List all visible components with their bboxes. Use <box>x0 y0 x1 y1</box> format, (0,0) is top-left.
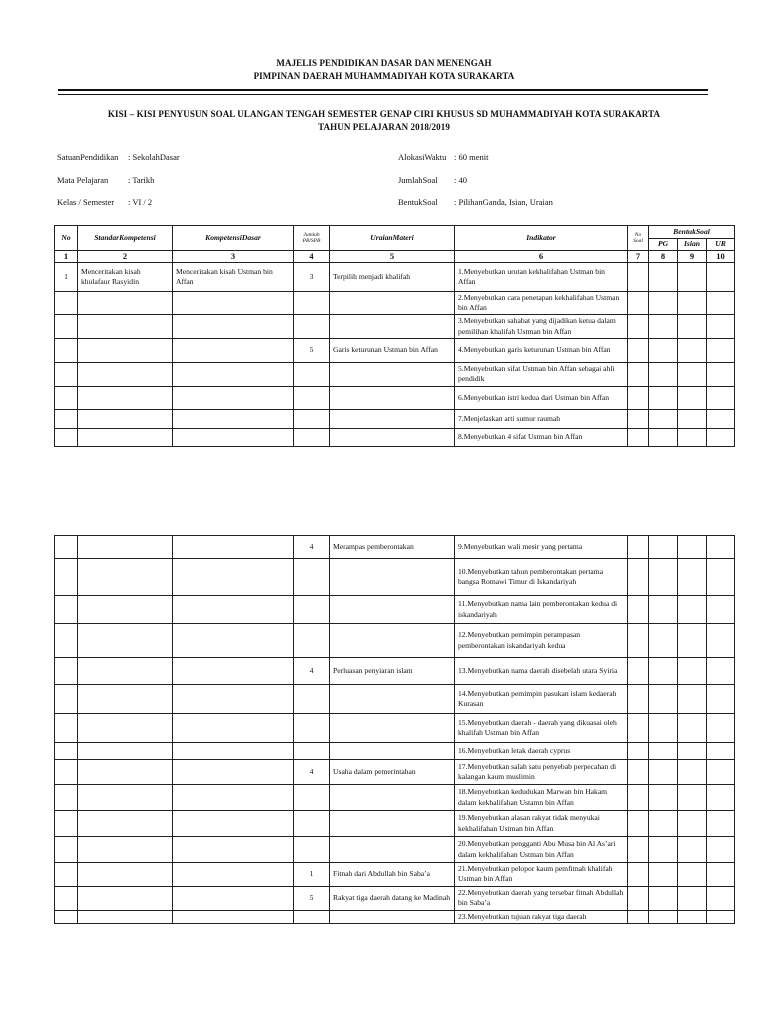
cell-pg <box>649 262 678 291</box>
cell-pg <box>649 910 678 923</box>
cell-isian <box>678 886 707 910</box>
header-line-2: PIMPINAN DAERAH MUHAMMADIYAH KOTA SURAKARTA <box>253 71 515 81</box>
cell-indikator: 9.Menyebutkan wali mesir yang pertama <box>455 536 628 559</box>
cell-indikator: 4.Menyebutkan garis keturunan Ustman bin Affan <box>455 338 628 362</box>
cell-indikator: 10.Menyebutkan tahun pemberontakan pertama bangsa Romawi Timur di Iskandariyah <box>455 559 628 596</box>
cell-standar-kompetensi <box>78 886 173 910</box>
cell-no-soal <box>628 262 649 291</box>
cell-uraian-materi: Rakyat tiga daerah datang ke Madinah <box>330 886 455 910</box>
cell-jumlah: 1 <box>294 863 330 887</box>
cell-no <box>55 811 78 837</box>
cell-isian <box>678 409 707 428</box>
cell-indikator: 20.Menyebutkan pengganti Abu Musa bin Al As’ari dalam kekhalifahan Ustman bin Affan <box>455 837 628 863</box>
cell-pg <box>649 536 678 559</box>
col-number: 7 <box>628 250 649 262</box>
cell-ur <box>707 785 735 811</box>
document-year: TAHUN PELAJARAN 2018/2019 <box>318 122 450 132</box>
table-row <box>55 714 735 743</box>
cell-standar-kompetensi <box>78 760 173 785</box>
cell-kompetensi-dasar <box>173 624 294 658</box>
cell-isian <box>678 785 707 811</box>
cell-kompetensi-dasar <box>173 338 294 362</box>
cell-uraian-materi <box>330 685 455 714</box>
cell-kompetensi-dasar <box>173 837 294 863</box>
table-row <box>55 596 735 624</box>
cell-kompetensi-dasar <box>173 315 294 339</box>
cell-no-soal <box>628 315 649 339</box>
table-row <box>55 428 735 446</box>
cell-standar-kompetensi <box>78 409 173 428</box>
cell-kompetensi-dasar <box>173 714 294 743</box>
cell-kompetensi-dasar <box>173 596 294 624</box>
cell-kompetensi-dasar <box>173 386 294 409</box>
cell-no <box>55 338 78 362</box>
cell-no-soal <box>628 559 649 596</box>
table-row <box>55 910 735 923</box>
cell-pg <box>649 559 678 596</box>
cell-indikator: 22.Menyebutkan daerah yang tersebar fitnah Abdullah bin Saba’a <box>455 886 628 910</box>
cell-ur <box>707 386 735 409</box>
cell-kompetensi-dasar <box>173 886 294 910</box>
col-number: 3 <box>173 250 294 262</box>
cell-standar-kompetensi <box>78 743 173 760</box>
cell-jumlah <box>294 811 330 837</box>
cell-ur <box>707 536 735 559</box>
cell-no-soal <box>628 685 649 714</box>
cell-isian <box>678 760 707 785</box>
cell-jumlah <box>294 315 330 339</box>
col-no-soal: No Soal <box>628 226 649 251</box>
cell-isian <box>678 291 707 315</box>
cell-indikator: 15.Menyebutkan daerah - daerah yang dikuasai oleh khalifah Ustman bin Affan <box>455 714 628 743</box>
cell-indikator: 12.Menyebutkan pemimpin perampasan pemberontakan iskandariyah kedua <box>455 624 628 658</box>
cell-jumlah <box>294 428 330 446</box>
cell-jumlah <box>294 409 330 428</box>
table-row <box>55 362 735 386</box>
cell-no-soal <box>628 624 649 658</box>
cell-pg <box>649 886 678 910</box>
cell-standar-kompetensi <box>78 837 173 863</box>
cell-ur <box>707 409 735 428</box>
cell-indikator: 5.Menyebutkan sifat Ustman bin Affan sebagai ahli pendidik <box>455 362 628 386</box>
kisi-table-page1 <box>54 225 735 447</box>
cell-pg <box>649 409 678 428</box>
cell-jumlah <box>294 559 330 596</box>
cell-uraian-materi <box>330 559 455 596</box>
cell-uraian-materi <box>330 596 455 624</box>
cell-ur <box>707 338 735 362</box>
cell-standar-kompetensi <box>78 362 173 386</box>
col-number: 6 <box>455 250 628 262</box>
cell-indikator: 1.Menyebutkan urutan kekhalifahan Ustman bin Affan <box>455 262 628 291</box>
cell-ur <box>707 837 735 863</box>
cell-isian <box>678 863 707 887</box>
meta-alokasi: AlokasiWaktu : 60 menit <box>398 152 489 162</box>
table-row <box>55 760 735 785</box>
cell-no <box>55 863 78 887</box>
col-indikator: Indikator <box>455 226 628 251</box>
cell-no-soal <box>628 743 649 760</box>
cell-isian <box>678 837 707 863</box>
cell-isian <box>678 811 707 837</box>
cell-jumlah <box>294 596 330 624</box>
cell-uraian-materi: Usaha dalam pemerintahan <box>330 760 455 785</box>
table-row <box>55 291 735 315</box>
table-row <box>55 743 735 760</box>
cell-standar-kompetensi <box>78 811 173 837</box>
cell-pg <box>649 596 678 624</box>
col-number: 2 <box>78 250 173 262</box>
cell-no-soal <box>628 362 649 386</box>
cell-jumlah: 3 <box>294 262 330 291</box>
cell-pg <box>649 338 678 362</box>
cell-no <box>55 559 78 596</box>
col-number: 1 <box>55 250 78 262</box>
cell-uraian-materi <box>330 291 455 315</box>
cell-pg <box>649 863 678 887</box>
cell-no <box>55 409 78 428</box>
cell-standar-kompetensi <box>78 428 173 446</box>
cell-no <box>55 658 78 685</box>
cell-standar-kompetensi <box>78 596 173 624</box>
cell-kompetensi-dasar <box>173 428 294 446</box>
cell-indikator: 19.Menyebutkan alasan rakyat tidak menyukai kekhalifahan Ustman bin Affan <box>455 811 628 837</box>
cell-no <box>55 785 78 811</box>
cell-no <box>55 291 78 315</box>
cell-jumlah <box>294 714 330 743</box>
col-standar-kompetensi: StandarKompetensi <box>78 226 173 251</box>
cell-pg <box>649 624 678 658</box>
cell-jumlah <box>294 837 330 863</box>
col-pg: PG <box>649 239 678 250</box>
cell-no-soal <box>628 536 649 559</box>
cell-no <box>55 886 78 910</box>
cell-indikator: 13.Menyebutkan nama daerah disebelah utara Syiria <box>455 658 628 685</box>
cell-jumlah: 4 <box>294 536 330 559</box>
cell-pg <box>649 743 678 760</box>
cell-isian <box>678 262 707 291</box>
cell-no <box>55 536 78 559</box>
cell-ur <box>707 886 735 910</box>
cell-isian <box>678 362 707 386</box>
cell-indikator: 8.Menyebutkan 4 sifat Ustman bin Affan <box>455 428 628 446</box>
cell-jumlah <box>294 785 330 811</box>
cell-indikator: 21.Menyebutkan pelopor kaum pemfitnah khalifah Ustman bin Affan <box>455 863 628 887</box>
cell-jumlah: 5 <box>294 338 330 362</box>
cell-ur <box>707 658 735 685</box>
cell-uraian-materi: Garis keturunan Ustman bin Affan <box>330 338 455 362</box>
cell-standar-kompetensi <box>78 338 173 362</box>
kisi-table-page2 <box>54 535 735 924</box>
cell-uraian-materi <box>330 362 455 386</box>
cell-isian <box>678 743 707 760</box>
cell-no-soal <box>628 910 649 923</box>
cell-no-soal <box>628 386 649 409</box>
cell-ur <box>707 596 735 624</box>
cell-no <box>55 386 78 409</box>
cell-no <box>55 315 78 339</box>
cell-uraian-materi <box>330 428 455 446</box>
cell-no-soal <box>628 658 649 685</box>
cell-no-soal <box>628 863 649 887</box>
cell-isian <box>678 624 707 658</box>
cell-uraian-materi: Fitnah dari Abdullah bin Saba’a <box>330 863 455 887</box>
cell-ur <box>707 863 735 887</box>
cell-isian <box>678 428 707 446</box>
meta-bentuk: BentukSoal : PilihanGanda, Isian, Uraian <box>398 197 553 207</box>
cell-standar-kompetensi <box>78 685 173 714</box>
table-row <box>55 811 735 837</box>
cell-pg <box>649 714 678 743</box>
cell-kompetensi-dasar <box>173 785 294 811</box>
cell-no-soal <box>628 291 649 315</box>
document-title: KISI – KISI PENYUSUN SOAL ULANGAN TENGAH SEMESTER GENAP CIRI KHUSUS SD MUHAMMADIYAH KOTA SURAKARTA <box>107 109 661 119</box>
cell-ur <box>707 262 735 291</box>
cell-kompetensi-dasar <box>173 811 294 837</box>
cell-no: 1 <box>55 262 78 291</box>
meta-satuan: SatuanPendidikan : SekolahDasar <box>57 152 180 162</box>
cell-kompetensi-dasar <box>173 863 294 887</box>
cell-no-soal <box>628 428 649 446</box>
cell-kompetensi-dasar <box>173 658 294 685</box>
cell-indikator: 23.Menyebutkan tujuan rakyat tiga daerah <box>455 910 628 923</box>
col-number: 5 <box>330 250 455 262</box>
cell-no <box>55 760 78 785</box>
cell-no <box>55 743 78 760</box>
cell-jumlah <box>294 386 330 409</box>
cell-jumlah: 4 <box>294 658 330 685</box>
cell-jumlah <box>294 910 330 923</box>
cell-kompetensi-dasar <box>173 760 294 785</box>
cell-ur <box>707 685 735 714</box>
col-number: 8 <box>649 250 678 262</box>
cell-indikator: 7.Menjelaskan arti sumur raumah <box>455 409 628 428</box>
cell-no <box>55 362 78 386</box>
cell-ur <box>707 362 735 386</box>
table-row <box>55 338 735 362</box>
table-row <box>55 863 735 887</box>
cell-pg <box>649 291 678 315</box>
cell-ur <box>707 315 735 339</box>
cell-jumlah <box>294 291 330 315</box>
cell-ur <box>707 624 735 658</box>
cell-indikator: 18.Menyebutkan kedudukan Marwan bin Hakam dalam kekhalifahan Ustamn bin Affan <box>455 785 628 811</box>
cell-standar-kompetensi <box>78 863 173 887</box>
cell-indikator: 11.Menyebutkan nama lain pemberontakan kedua di iskandariyah <box>455 596 628 624</box>
cell-pg <box>649 428 678 446</box>
cell-isian <box>678 386 707 409</box>
cell-uraian-materi: Terpilih menjadi khalifah <box>330 262 455 291</box>
cell-jumlah: 5 <box>294 886 330 910</box>
cell-no <box>55 714 78 743</box>
cell-standar-kompetensi <box>78 658 173 685</box>
header-line-1: MAJELIS PENDIDIKAN DASAR DAN MENENGAH <box>276 58 492 68</box>
cell-uraian-materi <box>330 837 455 863</box>
cell-ur <box>707 559 735 596</box>
cell-standar-kompetensi <box>78 315 173 339</box>
col-number: 4 <box>294 250 330 262</box>
cell-no <box>55 910 78 923</box>
cell-uraian-materi <box>330 624 455 658</box>
cell-isian <box>678 685 707 714</box>
cell-ur <box>707 428 735 446</box>
cell-no <box>55 837 78 863</box>
cell-jumlah <box>294 685 330 714</box>
cell-standar-kompetensi <box>78 291 173 315</box>
col-number: 9 <box>678 250 707 262</box>
cell-pg <box>649 785 678 811</box>
cell-kompetensi-dasar <box>173 910 294 923</box>
cell-no <box>55 596 78 624</box>
cell-indikator: 6.Menyebutkan istri kedua dari Ustman bin Affan <box>455 386 628 409</box>
cell-isian <box>678 910 707 923</box>
cell-no-soal <box>628 596 649 624</box>
table-row <box>55 536 735 559</box>
col-jumlah: Jumlah PB/SPB <box>294 226 330 251</box>
col-bentuk-soal: BentukSoal <box>649 226 735 239</box>
col-no: No <box>55 226 78 251</box>
cell-standar-kompetensi <box>78 714 173 743</box>
table-row <box>55 409 735 428</box>
cell-standar-kompetensi <box>78 624 173 658</box>
cell-no-soal <box>628 886 649 910</box>
cell-isian <box>678 315 707 339</box>
cell-no-soal <box>628 837 649 863</box>
cell-pg <box>649 811 678 837</box>
cell-indikator: 3.Menyebutkan sahabat yang dijadikan ketua dalam pemilihan khalifah Ustman bin Affan <box>455 315 628 339</box>
cell-kompetensi-dasar <box>173 685 294 714</box>
header-rule-thick <box>58 89 708 91</box>
cell-indikator: 14.Menyebutkan pemimpin pasukan islam kedaerah Kurasan <box>455 685 628 714</box>
cell-standar-kompetensi <box>78 536 173 559</box>
cell-no-soal <box>628 760 649 785</box>
cell-isian <box>678 658 707 685</box>
cell-indikator: 2.Menyebutkan cara penetapan kekhalifahan Ustman bin Affan <box>455 291 628 315</box>
table-row <box>55 886 735 910</box>
cell-kompetensi-dasar: Menceritakan kisah Ustman bin Affan <box>173 262 294 291</box>
cell-pg <box>649 837 678 863</box>
cell-ur <box>707 910 735 923</box>
cell-ur <box>707 811 735 837</box>
cell-ur <box>707 760 735 785</box>
cell-ur <box>707 743 735 760</box>
cell-ur <box>707 291 735 315</box>
cell-no-soal <box>628 338 649 362</box>
cell-no <box>55 685 78 714</box>
cell-uraian-materi <box>330 386 455 409</box>
cell-uraian-materi <box>330 910 455 923</box>
cell-no-soal <box>628 785 649 811</box>
cell-isian <box>678 338 707 362</box>
cell-pg <box>649 658 678 685</box>
cell-uraian-materi: Merampas pemberontakan <box>330 536 455 559</box>
cell-pg <box>649 685 678 714</box>
meta-jumlah: JumlahSoal : 40 <box>398 175 467 185</box>
cell-no <box>55 624 78 658</box>
cell-pg <box>649 760 678 785</box>
table-row <box>55 685 735 714</box>
cell-no <box>55 428 78 446</box>
cell-indikator: 16.Menyebutkan letak daerah cyprus <box>455 743 628 760</box>
cell-uraian-materi: Perluasan penyiaran islam <box>330 658 455 685</box>
cell-indikator: 17.Menyebutkan salah satu penyebab perpecahan di kalangan kaum muslimin <box>455 760 628 785</box>
meta-mapel: Mata Pelajaran : Tarikh <box>57 175 155 185</box>
cell-uraian-materi <box>330 409 455 428</box>
cell-kompetensi-dasar <box>173 362 294 386</box>
cell-uraian-materi <box>330 743 455 760</box>
col-kompetensi-dasar: KompetensiDasar <box>173 226 294 251</box>
col-number: 10 <box>707 250 735 262</box>
cell-kompetensi-dasar <box>173 743 294 760</box>
cell-no-soal <box>628 409 649 428</box>
table-row <box>55 785 735 811</box>
cell-pg <box>649 386 678 409</box>
header-rule-thin <box>58 94 708 95</box>
cell-isian <box>678 559 707 596</box>
cell-isian <box>678 536 707 559</box>
table-row <box>55 386 735 409</box>
cell-pg <box>649 315 678 339</box>
cell-ur <box>707 714 735 743</box>
cell-no-soal <box>628 714 649 743</box>
table-row <box>55 624 735 658</box>
cell-isian <box>678 714 707 743</box>
cell-isian <box>678 596 707 624</box>
col-isian: Isian <box>678 239 707 250</box>
cell-kompetensi-dasar <box>173 409 294 428</box>
col-uraian-materi: UraianMateri <box>330 226 455 251</box>
cell-uraian-materi <box>330 714 455 743</box>
cell-no-soal <box>628 811 649 837</box>
cell-standar-kompetensi <box>78 559 173 596</box>
cell-jumlah <box>294 624 330 658</box>
cell-kompetensi-dasar <box>173 559 294 596</box>
cell-uraian-materi <box>330 811 455 837</box>
cell-jumlah <box>294 743 330 760</box>
table-row <box>55 315 735 339</box>
meta-kelas: Kelas / Semester : VI / 2 <box>57 197 153 207</box>
cell-uraian-materi <box>330 315 455 339</box>
col-ur: UR <box>707 239 735 250</box>
cell-kompetensi-dasar <box>173 291 294 315</box>
cell-standar-kompetensi <box>78 785 173 811</box>
cell-standar-kompetensi <box>78 910 173 923</box>
table-row <box>55 837 735 863</box>
table-row <box>55 559 735 596</box>
cell-jumlah: 4 <box>294 760 330 785</box>
table-row <box>55 658 735 685</box>
table-row <box>55 262 735 291</box>
cell-jumlah <box>294 362 330 386</box>
cell-kompetensi-dasar <box>173 536 294 559</box>
cell-standar-kompetensi <box>78 386 173 409</box>
cell-standar-kompetensi: Menceritakan kisah khulafaur Rasyidin <box>78 262 173 291</box>
cell-pg <box>649 362 678 386</box>
cell-uraian-materi <box>330 785 455 811</box>
